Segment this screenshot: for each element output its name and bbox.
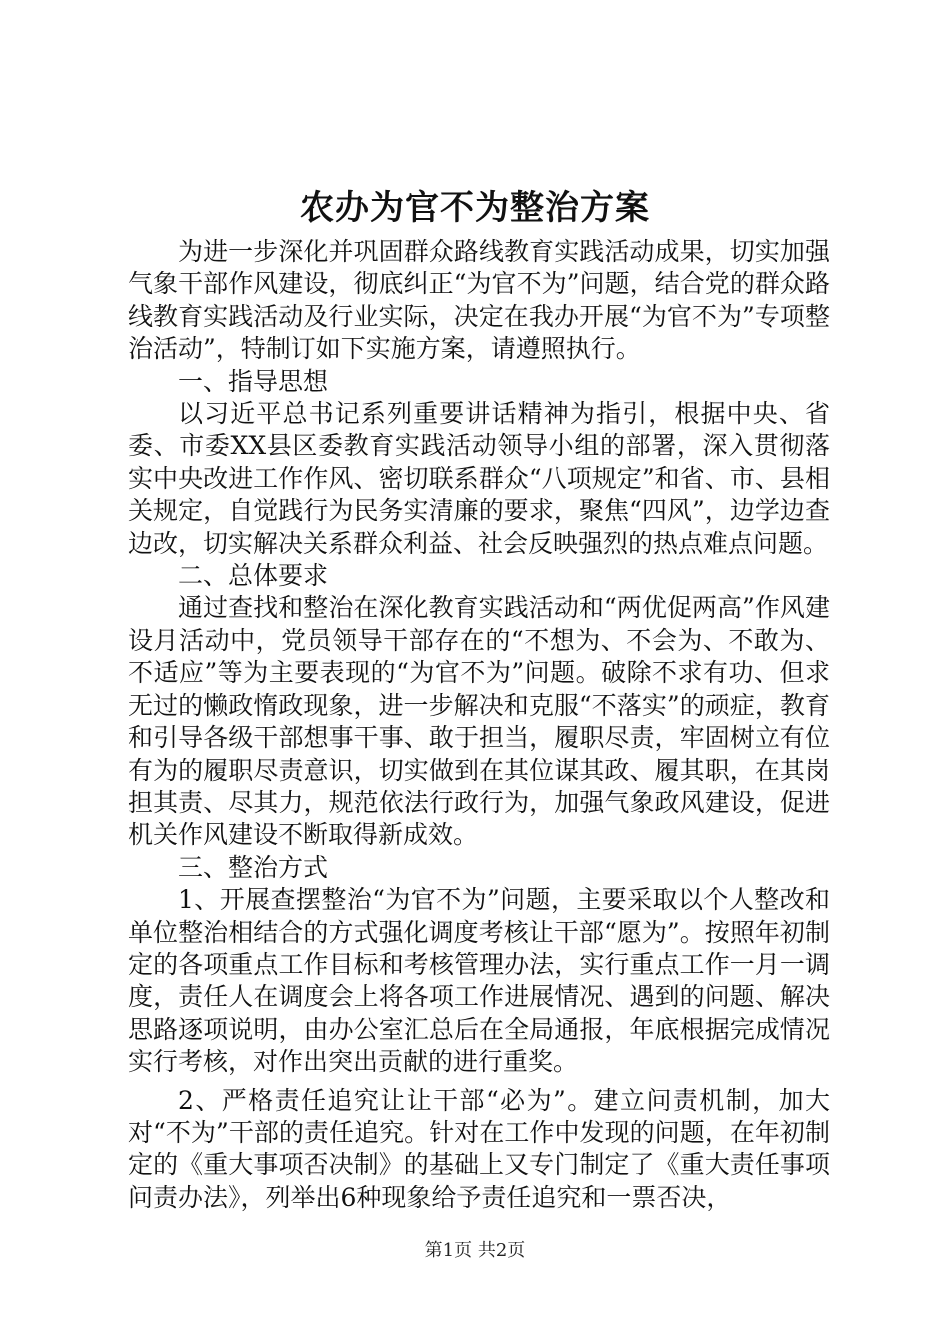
- overall-requirements-paragraph: 通过查找和整治在深化教育实践活动和“两优促两高”作风建设月活动中，党员领导干部存在的“不想为、不会为、不敢为、不适应”等为主要表现的“为官不为”问题。破除不求有功、但求无过的懒政惰政现象，进一步解决和克服“不落实”的顽症，教育和引导各级干部想事干事、敢于担当，履职尽责，牢固树立有位有为的履职尽责意识，切实做到在其位谋其政、履其职，在其岗担其责、尽其力，规范依法行政行为，加强气象政风建设，促进机关作风建设不断取得新成效。: [128, 593, 830, 850]
- page-number-footer: 第1页 共2页: [424, 1240, 526, 1261]
- method-1-paragraph: 1、开展查摆整治“为官不为”问题，主要采取以个人整改和单位整治相结合的方式强化调度考核让干部“愿为”。按照年初制定的各项重点工作目标和考核管理办法，实行重点工作一月一调度，责任人在调度会上将各项工作进展情况、遇到的问题、解决思路逐项说明，由办公室汇总后在全局通报，年底根据完成情况实行考核，对作出突出贡献的进行重奖。: [128, 885, 830, 1077]
- section-heading-guiding-ideology: 一、指导思想: [178, 366, 329, 396]
- guiding-ideology-paragraph: 以习近平总书记系列重要讲话精神为指引，根据中央、省委、市委XX县区委教育实践活动领导小组的部署，深入贯彻落实中央改进工作作风、密切联系群众“八项规定”和省、市、县相关规定，自觉践行为民务实清廉的要求，聚焦“四风”，边学边查边改，切实解决关系群众利益、社会反映强烈的热点难点问题。: [128, 399, 830, 558]
- document-title: 农办为官不为整治方案: [300, 188, 650, 228]
- section-heading-overall-requirements: 二、总体要求: [178, 561, 329, 591]
- method-2-paragraph: 2、严格责任追究让让干部“必为”。建立问责机制，加大对“不为”干部的责任追究。针对在工作中发现的问题，在年初制定的《重大事项否决制》的基础上又专门制定了《重大责任事项问责办法》，列举出6种现象给予责任追究和一票否决，: [128, 1085, 830, 1212]
- intro-paragraph: 为进一步深化并巩固群众路线教育实践活动成果，切实加强气象干部作风建设，彻底纠正“为官不为”问题，结合党的群众路线教育实践活动及行业实际，决定在我办开展“为官不为”专项整治活动”，特制订如下实施方案，请遵照执行。: [128, 237, 830, 364]
- document-body: [128, 236, 830, 1214]
- section-heading-rectification-methods: 三、整治方式: [178, 852, 329, 882]
